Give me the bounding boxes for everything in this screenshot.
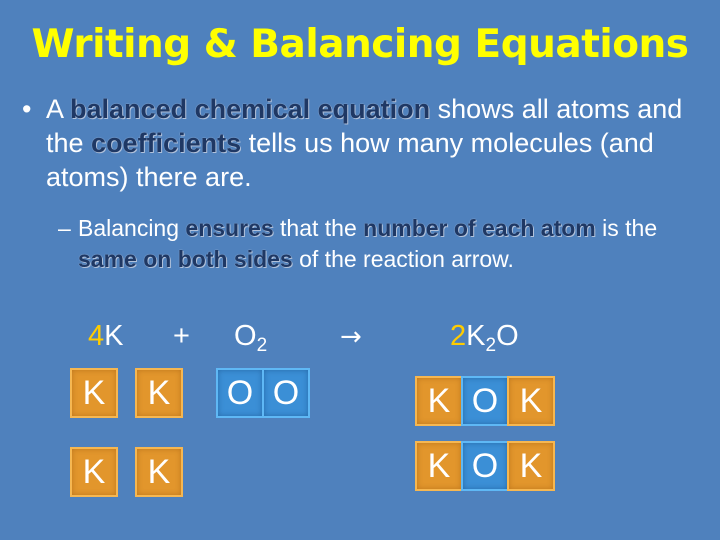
highlight-same-on-both-sides: same on both sides [78, 246, 293, 272]
equation-product [450, 320, 519, 357]
potassium-atom-tile: K [135, 368, 183, 418]
bullet-text-post: tells us how many molecules (and atoms) there are. [46, 128, 654, 192]
subscript-oxygen: 2 [256, 335, 268, 356]
bullet-balanced-equation [22, 92, 712, 194]
sub-bullet-balancing [58, 213, 698, 275]
equation-reactant-oxygen [234, 320, 267, 357]
symbol-product-k: K [466, 320, 486, 352]
highlight-coefficients: coefficients [91, 128, 242, 158]
oxygen-atom-tile: O [262, 368, 310, 418]
bullet-marker: • [22, 94, 32, 124]
symbol-potassium: K [104, 320, 124, 352]
highlight-number-of-each-atom: number of each atom [363, 215, 596, 241]
sub-bullet-marker: – [58, 215, 71, 241]
potassium-atom-tile: K [415, 376, 463, 426]
coefficient-product: 2 [450, 320, 467, 352]
highlight-balanced-chemical-equation: balanced chemical equation [70, 94, 431, 124]
sub-bullet-text-mid1: that the [273, 215, 364, 241]
bullet-text [22, 92, 712, 194]
symbol-product-o: O [496, 320, 519, 352]
equation-reactant-potassium [88, 320, 123, 353]
potassium-atom-tile: K [507, 441, 555, 491]
potassium-atom-tile: K [70, 447, 118, 497]
highlight-ensures: ensures [185, 215, 274, 241]
sub-bullet-text-mid2: is the [595, 215, 658, 241]
sub-bullet-text-pre: Balancing [78, 215, 186, 241]
sub-bullet-text [58, 213, 698, 275]
sub-bullet-text-post: of the reaction arrow. [292, 246, 514, 272]
bullet-text-pre: A [46, 94, 71, 124]
potassium-atom-tile: K [70, 368, 118, 418]
bullet-text-mid: shows all atoms and the [46, 94, 683, 158]
potassium-atom-tile: K [415, 441, 463, 491]
equation-plus: + [173, 320, 190, 352]
oxygen-atom-tile: O [461, 441, 509, 491]
oxygen-atom-tile: O [216, 368, 264, 418]
subscript-product-k: 2 [485, 335, 497, 356]
slide-title: Writing & Balancing Equations [31, 22, 689, 67]
oxygen-atom-tile: O [461, 376, 509, 426]
potassium-atom-tile: K [135, 447, 183, 497]
potassium-atom-tile: K [507, 376, 555, 426]
reaction-arrow-icon: → [340, 322, 362, 352]
symbol-oxygen: O [234, 320, 257, 352]
coefficient-potassium: 4 [88, 320, 105, 352]
